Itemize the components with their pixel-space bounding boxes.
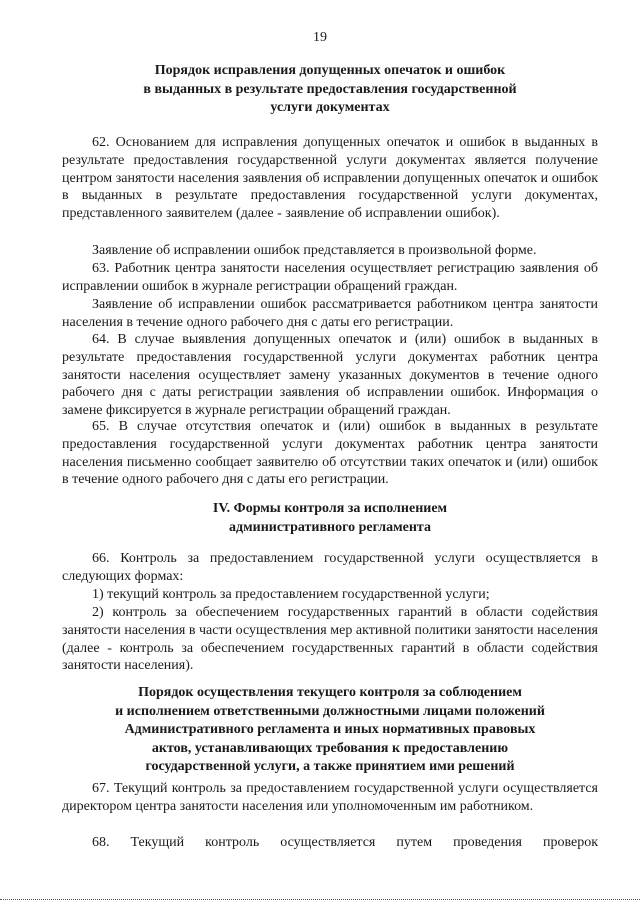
paragraph-62: 62. Основанием для исправления допущенных опечаток и ошибок в выданных в результате предоставления государственной услуги документах является получение центром занятости населения заявления об исправлении допущенных опечаток и ошибок в выданных в результате предоставления государственной услуги документах, представленного заявителем (далее - заявление об исправлении ошибок). — [62, 135, 598, 222]
title-line: административного регламента — [229, 519, 431, 535]
title-line: государственной услуги, а также принятием ими решений — [145, 759, 515, 774]
title-line: Порядок осуществления текущего контроля за соблюдением — [138, 685, 522, 700]
paragraph-63: 63. Работник центра занятости населения осуществляет регистрацию заявления об исправлении ошибок в журнале регистрации обращений граждан. — [62, 261, 598, 294]
paragraph-66: 66. Контроль за предоставлением государственной услуги осуществляется в следующих формах: — [62, 551, 598, 584]
paragraph-65: 65. В случае отсутствия опечаток и (или) ошибок в выданных в результате предоставления государственной услуги документах работник центра занятости населения письменно сообщает заявителю об отсутствии таких опечаток и (или) ошибок в течение одного рабочего дня с даты его регистрации. — [62, 419, 598, 488]
title-line: услуги документах — [270, 100, 390, 115]
list-item-1: 1) текущий контроль за предоставлением государственной услуги; — [92, 587, 490, 602]
paragraph-68: 68. Текущий контроль осуществляется путем проведения проверок — [92, 835, 598, 850]
section-title-current-control — [62, 684, 598, 777]
title-line: в выданных в результате предоставления государственной — [143, 81, 517, 97]
paragraph-62-note: Заявление об исправлении ошибок представляется в произвольной форме. — [92, 243, 537, 258]
title-line: актов, устанавливающих требования к предоставлению — [151, 740, 509, 756]
paragraph-64: 64. В случае выявления допущенных опечаток и (или) ошибок в выданных в результате предоставления государственной услуги документах работник центра занятости населения осуществляет замену указанных документов в течение одного рабочего дня с даты регистрации заявления об исправлении ошибок. Информация о замене фиксируется в журнале регистрации обращений граждан. — [62, 332, 598, 419]
paragraph-63-note: Заявление об исправлении ошибок рассматривается работником центра занятости населения в течение одного рабочего дня с даты его регистрации. — [62, 297, 598, 330]
section-title-control-forms — [62, 500, 598, 537]
section-title-corrections — [62, 62, 598, 118]
list-item-2: 2) контроль за обеспечением государственных гарантий в области содействия занятости населения в части осуществления мер активной политики занятости населения (далее - контроль за обеспечением государственных гарантий в области содействия занятости населения). — [62, 605, 598, 674]
title-line: Порядок исправления допущенных опечаток и ошибок — [154, 63, 506, 78]
title-line: IV. Формы контроля за исполнением — [212, 501, 448, 516]
page-bottom-edge — [0, 899, 640, 900]
page-number: 19 — [313, 30, 327, 45]
title-line: Административного регламента и иных нормативных правовых — [124, 722, 536, 737]
paragraph-67: 67. Текущий контроль за предоставлением государственной услуги осуществляется директором центра занятости населения или уполномоченным им работником. — [62, 781, 598, 814]
title-line: и исполнением ответственными должностными лицами положений — [115, 703, 545, 719]
